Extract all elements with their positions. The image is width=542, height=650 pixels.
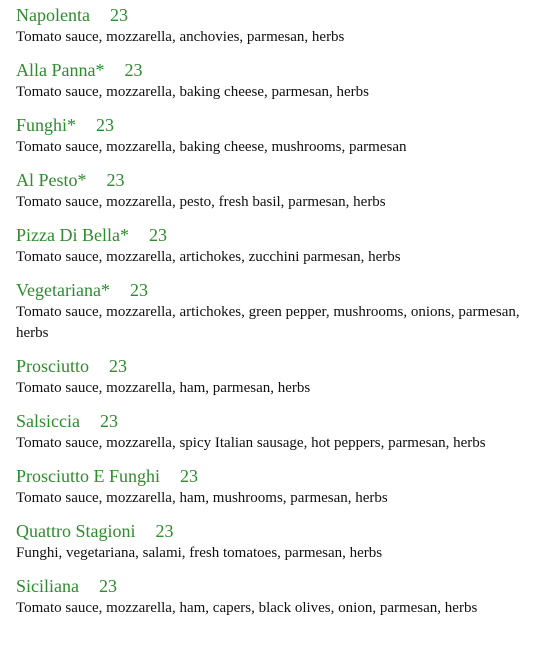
menu-item bbox=[16, 59, 536, 103]
menu-item-price: 23 bbox=[180, 466, 199, 486]
menu-item-price: 23 bbox=[99, 411, 118, 431]
menu-item-description: Tomato sauce, mozzarella, ham, mushrooms, parmesan, herbs bbox=[16, 490, 388, 506]
menu-item-name: Quattro Stagioni bbox=[16, 521, 136, 541]
menu-item-description: Tomato sauce, mozzarella, spicy Italian sausage, hot peppers, parmesan, herbs bbox=[16, 435, 486, 451]
menu-item-description: Tomato sauce, mozzarella, artichokes, zucchini parmesan, herbs bbox=[16, 249, 401, 265]
menu-item-name: Salsiccia bbox=[16, 411, 80, 431]
menu-item bbox=[16, 465, 536, 509]
menu-item-header bbox=[16, 4, 536, 27]
menu-item-description: Funghi, vegetariana, salami, fresh tomatoes, parmesan, herbs bbox=[16, 545, 383, 561]
menu-item bbox=[16, 279, 536, 344]
menu-item-description: Tomato sauce, mozzarella, pesto, fresh basil, parmesan, herbs bbox=[16, 194, 386, 210]
menu-item-name: Prosciutto E Funghi bbox=[16, 466, 161, 486]
menu-item-header bbox=[16, 169, 536, 192]
menu-item-name: Siciliana bbox=[16, 576, 79, 596]
menu-item-name: Al Pesto* bbox=[16, 170, 87, 190]
menu-item-description: Tomato sauce, mozzarella, ham, parmesan, herbs bbox=[16, 380, 311, 396]
menu-item-description: Tomato sauce, mozzarella, ham, capers, black olives, onion, parmesan, herbs bbox=[16, 600, 478, 616]
menu-item bbox=[16, 520, 536, 564]
menu-item-header bbox=[16, 465, 536, 488]
menu-item-description: Tomato sauce, mozzarella, artichokes, green pepper, mushrooms, onions, parmesan, herbs bbox=[16, 304, 520, 341]
menu-item-name: Napolenta bbox=[16, 5, 90, 25]
menu-item bbox=[16, 410, 536, 454]
menu-item-name: Prosciutto bbox=[16, 356, 90, 376]
menu-item-name: Alla Panna* bbox=[16, 60, 105, 80]
menu-item-price: 23 bbox=[106, 170, 125, 190]
menu-item-price: 23 bbox=[109, 356, 128, 376]
menu-item bbox=[16, 114, 536, 158]
menu-item-description: Tomato sauce, mozzarella, baking cheese, parmesan, herbs bbox=[16, 84, 369, 100]
menu-item-price: 23 bbox=[109, 5, 128, 25]
menu-item-name: Vegetariana* bbox=[16, 280, 110, 300]
menu-item-header bbox=[16, 114, 536, 137]
menu-item-price: 23 bbox=[124, 60, 143, 80]
menu-item-header bbox=[16, 410, 536, 433]
menu-item-header bbox=[16, 575, 536, 598]
menu-item-header bbox=[16, 224, 536, 247]
menu-item-price: 23 bbox=[98, 576, 117, 596]
menu-item-name: Pizza Di Bella* bbox=[16, 225, 129, 245]
menu-item bbox=[16, 224, 536, 268]
menu-item-price: 23 bbox=[148, 225, 167, 245]
menu-item-price: 23 bbox=[129, 280, 148, 300]
menu-item-price: 23 bbox=[155, 521, 174, 541]
menu-item-header bbox=[16, 59, 536, 82]
menu-item-price: 23 bbox=[96, 115, 115, 135]
menu-item-name: Funghi* bbox=[16, 115, 77, 135]
menu-item-header bbox=[16, 279, 536, 302]
menu-list bbox=[16, 4, 536, 619]
menu-item bbox=[16, 355, 536, 399]
menu-item bbox=[16, 169, 536, 213]
menu-item bbox=[16, 575, 536, 619]
menu-item-header bbox=[16, 355, 536, 378]
menu-item-description: Tomato sauce, mozzarella, anchovies, parmesan, herbs bbox=[16, 29, 345, 45]
menu-item bbox=[16, 4, 536, 48]
menu-item-header bbox=[16, 520, 536, 543]
menu-item-description: Tomato sauce, mozzarella, baking cheese, mushrooms, parmesan bbox=[16, 139, 407, 155]
